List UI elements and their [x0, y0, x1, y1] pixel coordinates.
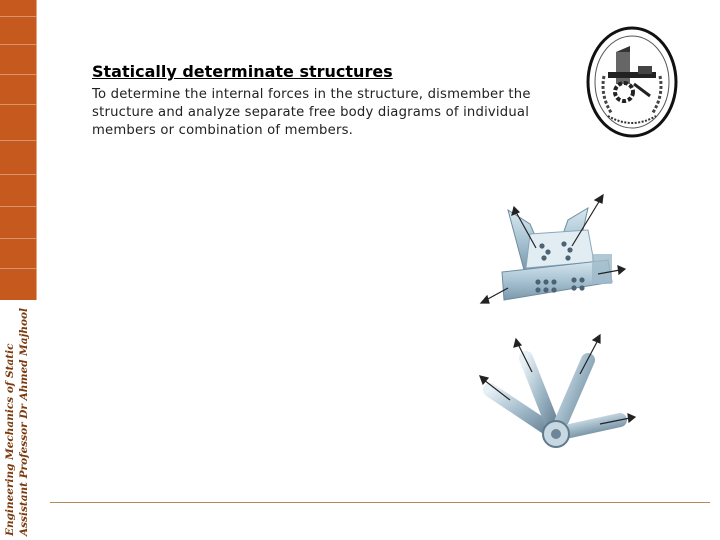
slide-title: Statically determinate structures — [92, 62, 393, 81]
author-name: Assistant Professor Dr Ahmed Majhool — [18, 307, 30, 536]
footer-rule — [50, 502, 710, 503]
sidebar-edge — [36, 0, 37, 300]
sidebar-stripe — [0, 0, 36, 300]
pin-joint-figure — [470, 330, 640, 480]
sidebar-caption — [0, 300, 40, 540]
university-logo — [586, 26, 678, 138]
slide-body: To determine the internal forces in the structure, dismember the structure and analyze separate free body diagrams of individual members or combination of members. — [92, 87, 531, 138]
course-title: Engineering Mechanics of Static — [4, 343, 16, 536]
gusset-plate-connection-figure — [468, 190, 638, 330]
sidebar — [0, 0, 36, 540]
